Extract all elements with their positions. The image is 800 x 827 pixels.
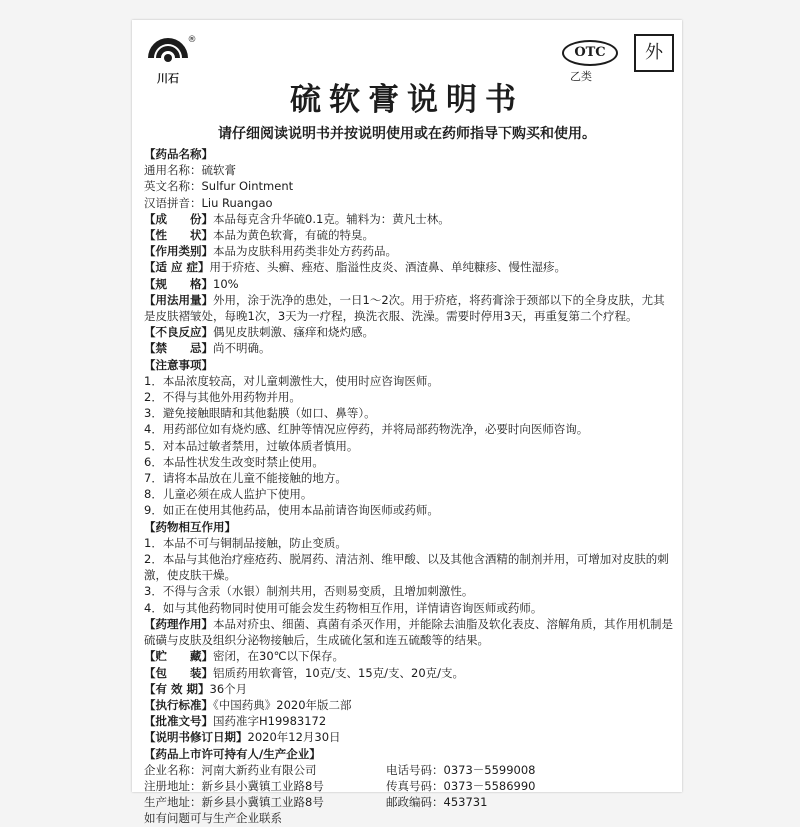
- section-indications: [144, 259, 674, 275]
- section-label: 【包 装】: [144, 665, 213, 680]
- section-contraindications: [144, 340, 674, 356]
- section-text: 密闭，在30℃以下保存。: [213, 649, 345, 664]
- precaution-item: 5．对本品过敏者禁用，过敏体质者慎用。: [144, 438, 359, 453]
- section-label: 【用法用量】: [144, 292, 213, 307]
- common-name: 通用名称：硫软膏: [144, 163, 236, 178]
- section-label: 【不良反应】: [144, 325, 213, 340]
- section-approval: [144, 713, 674, 729]
- section-label: 【性 状】: [144, 228, 213, 243]
- interactions-header: 【药物相互作用】: [144, 519, 236, 534]
- otc-class-label: 乙类: [570, 70, 592, 83]
- precaution-item: 2．不得与其他外用药物并用。: [144, 390, 301, 405]
- pinyin-name: 汉语拼音：Liu Ruangao: [144, 195, 273, 210]
- section-validity: [144, 681, 674, 697]
- content-body: [144, 146, 674, 827]
- interaction-item: 1．本品不可与铜制品接触，防止变质。: [144, 535, 347, 550]
- section-label: 【有 效 期】: [144, 681, 210, 696]
- section-label: 【作用类别】: [144, 244, 213, 259]
- section-specification: [144, 276, 674, 292]
- section-label: 【规 格】: [144, 276, 213, 291]
- document-subtitle: 请仔细阅读说明书并按说明使用或在药师指导下购买和使用。: [218, 126, 596, 142]
- section-label: 【禁 忌】: [144, 341, 213, 356]
- section-usage: [144, 292, 674, 324]
- section-storage: [144, 648, 674, 664]
- registered-mark: ®: [187, 35, 197, 45]
- interaction-item: 3．不得与含汞（水银）制剂共用，否则易变质，且增加刺激性。: [144, 584, 474, 599]
- section-composition: [144, 211, 674, 227]
- section-text: 本品对疥虫、细菌、真菌有杀灭作用，并能除去油脂及软化表皮、溶解角质，其作用机制是硫磺与皮肤及组织分泌物接触后，生成硫化氢和连五硫酸等的结果。: [144, 616, 673, 648]
- section-text: 外用，涂于洗净的患处，一日1～2次。用于疥疮，将药膏涂于颈部以下的全身皮肤，尤其是皮肤褶皱处，每晚1次，3天为一疗程，换洗衣服、洗澡。需要时停用3天，再重复第二个疗程。: [144, 292, 665, 324]
- section-label: 【药理作用】: [144, 616, 213, 631]
- section-text: 铝质药用软膏管，10克/支、15克/支、20克/支。: [213, 665, 465, 680]
- section-text: 36个月: [209, 681, 248, 696]
- precaution-item: 8．儿童必须在成人监护下使用。: [144, 487, 313, 502]
- precaution-item: 7．请将本品放在儿童不能接触的地方。: [144, 471, 347, 486]
- manufacturer-footer: 如有问题可与生产企业联系: [144, 811, 282, 826]
- section-text: 《中国药典》2020年版二部: [213, 697, 352, 712]
- manufacturer-right: 邮政编码：453731: [386, 795, 488, 810]
- precaution-item: 6．本品性状发生改变时禁止使用。: [144, 454, 324, 469]
- section-standard: [144, 697, 674, 713]
- precaution-item: 3．避免接触眼睛和其他黏膜（如口、鼻等）。: [144, 406, 376, 421]
- section-packaging: [144, 665, 674, 681]
- precaution-item: 4．用药部位如有烧灼感、红肿等情况应停药，并将局部药物洗净，必要时向医师咨询。: [144, 422, 589, 437]
- interaction-item: 4．如与其他药物同时使用可能会发生药物相互作用，详情请咨询医师或药师。: [144, 600, 543, 615]
- external-use-box: 外: [634, 34, 674, 72]
- section-text: 国药准字H19983172: [213, 714, 327, 729]
- section-text: 用于疥疮、头癣、痤疮、脂溢性皮炎、酒渣鼻、单纯糠疹、慢性湿疹。: [209, 260, 567, 275]
- manufacturer-left: 企业名称：河南大新药业有限公司: [144, 762, 317, 777]
- manufacturer-row: [144, 762, 674, 778]
- section-pharmacology: [144, 616, 674, 648]
- precautions-header: 【注意事项】: [144, 357, 213, 372]
- section-adverse: [144, 324, 674, 340]
- section-text: 10%: [213, 276, 239, 291]
- section-text: 偶见皮肤刺激、瘙痒和烧灼感。: [213, 325, 374, 340]
- precaution-item: 1．本品浓度较高，对儿童刺激性大，使用时应咨询医师。: [144, 373, 439, 388]
- precaution-item: 9．如正在使用其他药品，使用本品前请咨询医师或药师。: [144, 503, 439, 518]
- section-label: 【贮 藏】: [144, 649, 213, 664]
- manufacturer-row: [144, 794, 674, 810]
- manufacturer-left: 生产地址：新乡县小冀镇工业路8号: [144, 795, 324, 810]
- instruction-sheet: [132, 20, 682, 826]
- section-character: [144, 227, 674, 243]
- manufacturer-header: 【药品上市许可持有人/生产企业】: [144, 746, 321, 761]
- drug-name-header: 【药品名称】: [144, 147, 213, 161]
- logo-mark-text: 川石: [157, 72, 179, 85]
- section-text: 本品为皮肤科用药类非处方药药品。: [213, 244, 397, 259]
- section-category: [144, 243, 674, 259]
- manufacturer-row: [144, 778, 674, 794]
- section-revision: [144, 729, 674, 745]
- section-label: 【说明书修订日期】: [144, 730, 248, 745]
- section-label: 【执行标准】: [144, 697, 213, 712]
- section-label: 【成 份】: [144, 211, 213, 226]
- manufacturer-right: 传真号码：0373－5586990: [386, 778, 536, 793]
- otc-oval: OTC: [562, 40, 618, 66]
- section-text: 本品为黄色软膏，有硫的特臭。: [213, 228, 374, 243]
- section-label: 【批准文号】: [144, 714, 213, 729]
- manufacturer-right: 电话号码：0373－5599008: [386, 762, 536, 777]
- section-text: 2020年12月30日: [247, 730, 341, 745]
- document-title: 硫软膏说明书: [290, 82, 524, 118]
- interaction-item: 2．本品与其他治疗痤疮药、脱屑药、清洁剂、维甲酸、以及其他含酒精的制剂并用，可增加对皮肤的刺激，使皮肤干燥。: [144, 552, 669, 583]
- section-text: 尚不明确。: [213, 341, 271, 356]
- manufacturer-left: 注册地址：新乡县小冀镇工业路8号: [144, 778, 324, 793]
- section-text: 本品每克含升华硫0.1克。辅料为：黄凡士林。: [213, 211, 450, 226]
- english-name: 英文名称：Sulfur Ointment: [144, 179, 294, 194]
- section-label: 【适 应 症】: [144, 260, 210, 275]
